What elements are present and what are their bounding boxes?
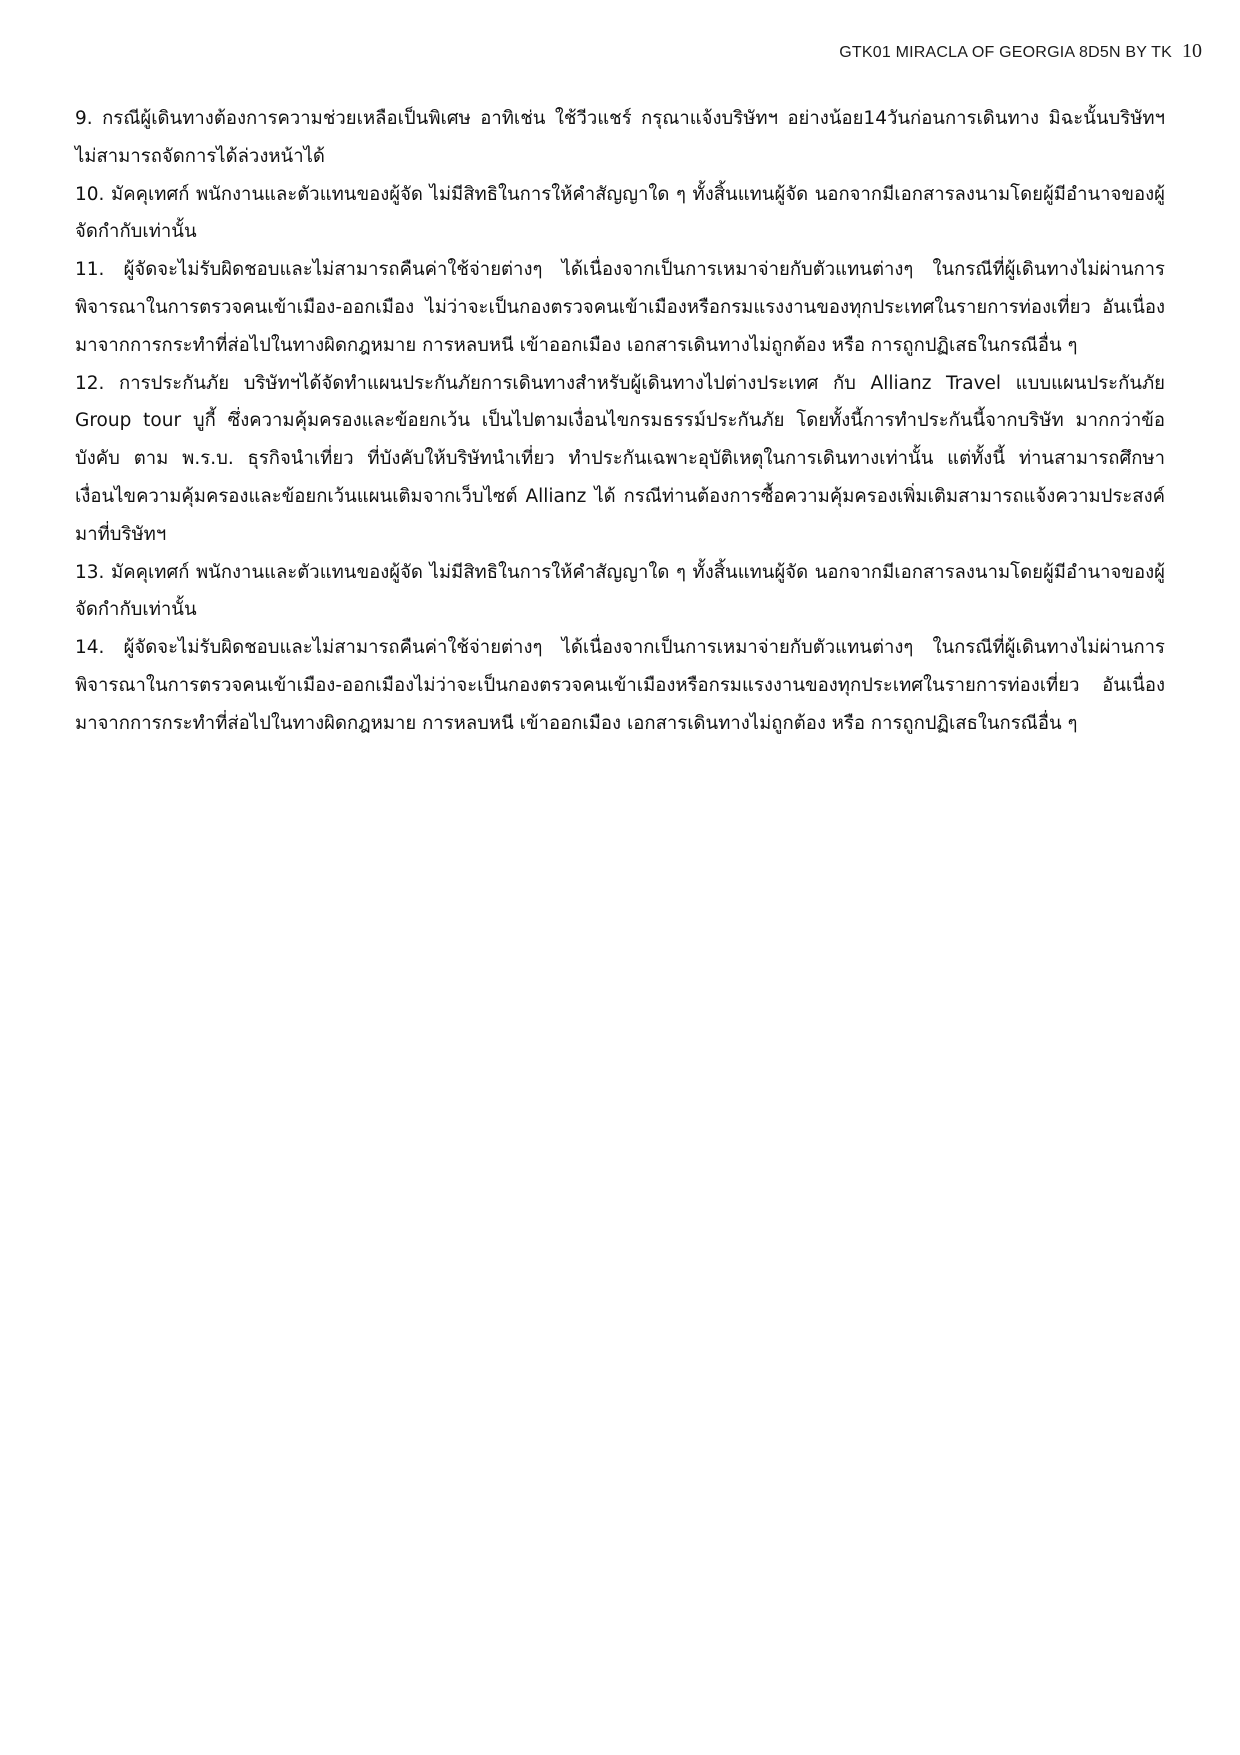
term-item-14: 14. ผู้จัดจะไม่รับผิดชอบและไม่สามารถคืนค่าใช้จ่ายต่างๆ ได้เนื่องจากเป็นการเหมาจ่ายกับตัวแทนต่างๆ ในกรณีที่ผู้เดินทางไม่ผ่านการพิจารณาในการตรวจคนเข้าเมือง-ออกเมืองไม่ว่าจะเป็นกองตรวจคนเข้าเมืองหรือกรมแรงงานของทุกประเทศในรายการท่องเที่ยว อันเนื่องมาจากการกระทำที่ส่อไปในทางผิดกฎหมาย การหลบหนี เข้าออกเมือง เอกสารเดินทางไม่ถูกต้อง หรือ การถูกปฏิเสธในกรณีอื่น ๆ bbox=[75, 637, 1165, 734]
document-title: GTK01 MIRACLA OF GEORGIA 8D5N BY TK bbox=[839, 44, 1172, 61]
terms-list bbox=[75, 100, 1165, 743]
term-item-12: 12. การประกันภัย บริษัทฯได้จัดทำแผนประกันภัยการเดินทางสำหรับผู้เดินทางไปต่างประเทศ กับ Allianz Travel แบบแผนประกันภัย Group tour บูกี้ ซึ่งความคุ้มครองและข้อยกเว้น เป็นไปตามเงื่อนไขกรมธรรม์ประกันภัย โดยทั้งนี้การทำประกันนี้จากบริษัท มากกว่าข้อบังคับ ตาม พ.ร.บ. ธุรกิจนำเที่ยว ที่บังคับให้บริษัทนำเที่ยว ทำประกันเฉพาะอุบัติเหตุในการเดินทางเท่านั้น แต่ทั้งนี้ ท่านสามารถศึกษาเงื่อนไขความคุ้มครองและข้อยกเว้นแผนเติมจากเว็บไซต์ Allianz ได้ กรณีท่านต้องการซื้อความคุ้มครองเพิ่มเติมสามารถแจ้งความประสงค์มาที่บริษัทฯ bbox=[75, 372, 1165, 545]
term-item-13: 13. มัคคุเทศก์ พนักงานและตัวแทนของผู้จัด ไม่มีสิทธิในการให้คำสัญญาใด ๆ ทั้งสิ้นแทนผู้จัด นอกจากมีเอกสารลงนามโดยผู้มีอำนาจของผู้จัดกำกับเท่านั้น bbox=[75, 561, 1165, 621]
page-number: 10 bbox=[1182, 40, 1202, 62]
term-item-9: 9. กรณีผู้เดินทางต้องการความช่วยเหลือเป็นพิเศษ อาทิเช่น ใช้วีวแชร์ กรุณาแจ้งบริษัทฯ อย่างน้อย14วันก่อนการเดินทาง มิฉะนั้นบริษัทฯไม่สามารถจัดการได้ล่วงหน้าได้ bbox=[75, 108, 1165, 167]
term-item-11: 11. ผู้จัดจะไม่รับผิดชอบและไม่สามารถคืนค่าใช้จ่ายต่างๆ ได้เนื่องจากเป็นการเหมาจ่ายกับตัวแทนต่างๆ ในกรณีที่ผู้เดินทางไม่ผ่านการพิจารณาในการตรวจคนเข้าเมือง-ออกเมือง ไม่ว่าจะเป็นกองตรวจคนเข้าเมืองหรือกรมแรงงานของทุกประเทศในรายการท่องเที่ยว อันเนื่องมาจากการกระทำที่ส่อไปในทางผิดกฎหมาย การหลบหนี เข้าออกเมือง เอกสารเดินทางไม่ถูกต้อง หรือ การถูกปฏิเสธในกรณีอื่น ๆ bbox=[75, 259, 1165, 356]
page-header bbox=[839, 40, 1202, 63]
term-item-10: 10. มัคคุเทศก์ พนักงานและตัวแทนของผู้จัด ไม่มีสิทธิในการให้คำสัญญาใด ๆ ทั้งสิ้นแทนผู้จัด นอกจากมีเอกสารลงนามโดยผู้มีอำนาจของผู้จัดกำกับเท่านั้น bbox=[75, 183, 1165, 243]
